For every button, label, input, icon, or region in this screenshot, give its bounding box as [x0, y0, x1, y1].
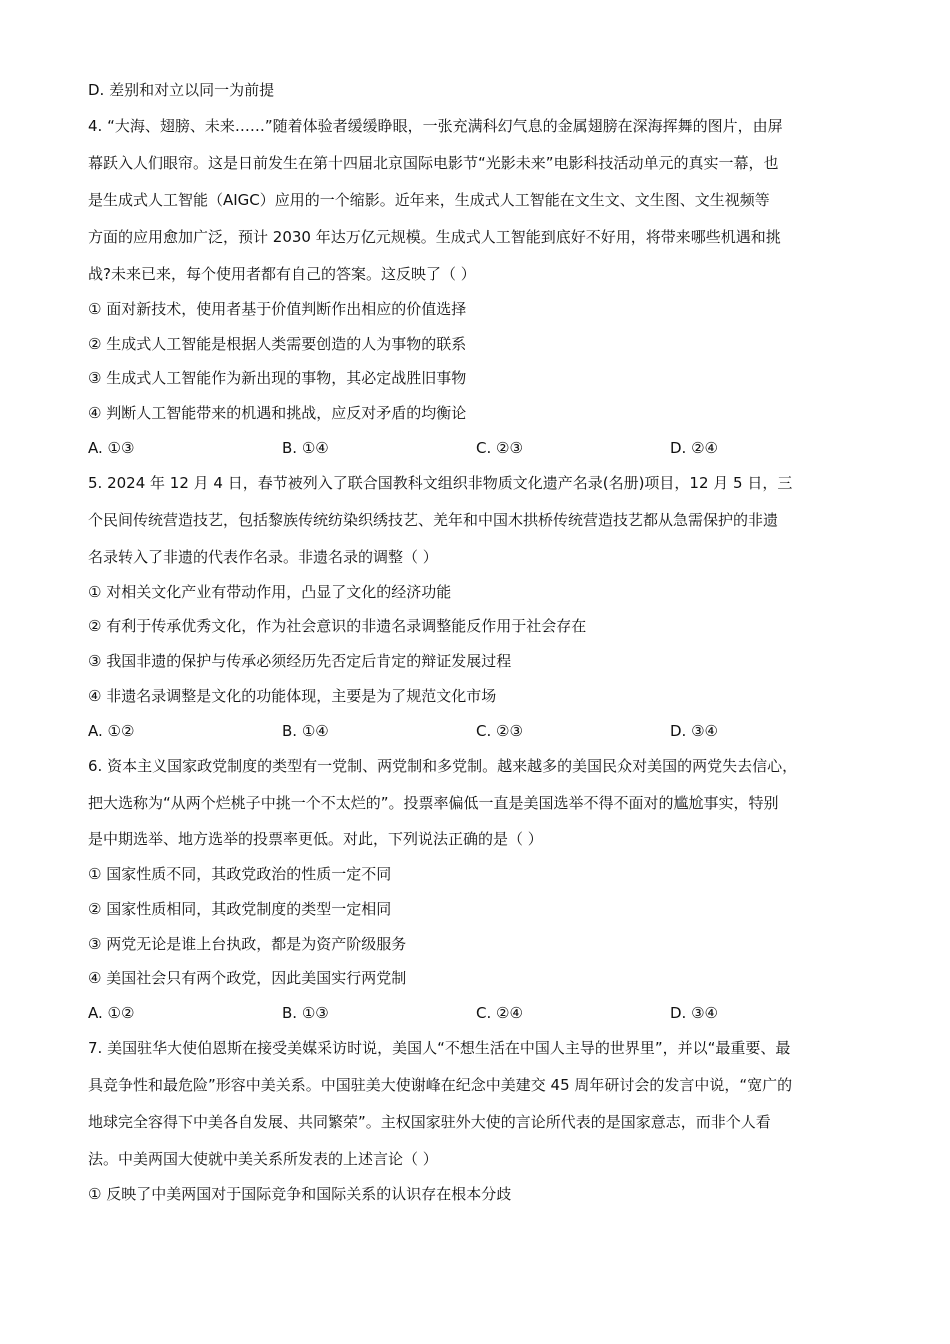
- question-stem-line: 幕跃入人们眼帘。这是日前发生在第十四届北京国际电影节“光影未来”电影科技活动单元的真实一幕，也: [88, 154, 779, 172]
- question-stem-line: 6. 资本主义国家政党制度的类型有一党制、两党制和多党制。越来越多的美国民众对美国的两党失去信心，: [88, 757, 798, 775]
- statement: ④ 美国社会只有两个政党，因此美国实行两党制: [88, 969, 407, 987]
- option-c: C. ②④: [476, 1004, 523, 1022]
- statement: ① 面对新技术，使用者基于价值判断作出相应的价值选择: [88, 300, 467, 318]
- option-b: B. ①③: [282, 1004, 329, 1022]
- statement: ① 反映了中美两国对于国际竞争和国际关系的认识存在根本分歧: [88, 1185, 512, 1203]
- statement: ④ 非遗名录调整是文化的功能体现，主要是为了规范文化市场: [88, 687, 497, 705]
- statement: ② 生成式人工智能是根据人类需要创造的人为事物的联系: [88, 335, 467, 353]
- option-d: D. ③④: [670, 1004, 718, 1022]
- question-stem-line: 地球完全容得下中美各自发展、共同繁荣”。主权国家驻外大使的言论所代表的是国家意志，而非个人看: [88, 1113, 771, 1131]
- statement: ② 有利于传承优秀文化，作为社会意识的非遗名录调整能反作用于社会存在: [88, 617, 587, 635]
- question-stem-line: 是生成式人工智能（AIGC）应用的一个缩影。近年来，生成式人工智能在文生文、文生图、文生视频等: [88, 191, 770, 209]
- statement: ③ 生成式人工智能作为新出现的事物，其必定战胜旧事物: [88, 369, 467, 387]
- answer-options: [88, 438, 878, 458]
- option-d: D. ②④: [670, 439, 718, 457]
- answer-options: [88, 1003, 878, 1023]
- statement: ② 国家性质相同，其政党制度的类型一定相同: [88, 900, 392, 918]
- statement: ③ 两党无论是谁上台执政，都是为资产阶级服务: [88, 935, 407, 953]
- option-b: B. ①④: [282, 439, 329, 457]
- option-b: B. ①④: [282, 722, 329, 740]
- answer-options: [88, 721, 878, 741]
- statement: ① 国家性质不同，其政党政治的性质一定不同: [88, 865, 392, 883]
- question-stem-line: 5. 2024 年 12 月 4 日，春节被列入了联合国教科文组织非物质文化遗产名录(名册)项目，12 月 5 日，三: [88, 474, 793, 492]
- question-stem-line: 具竞争性和最危险”形容中美关系。中国驻美大使谢峰在纪念中美建交 45 周年研讨会的发言中说，“宽广的: [88, 1076, 793, 1094]
- question-stem-line: 方面的应用愈加广泛，预计 2030 年达万亿元规模。生成式人工智能到底好不好用，将带来哪些机遇和挑: [88, 228, 781, 246]
- statement: ① 对相关文化产业有带动作用，凸显了文化的经济功能: [88, 583, 452, 601]
- question-stem-line: 4. “大海、翅膀、未来……”随着体验者缓缓睁眼，一张充满科幻气息的金属翅膀在深海挥舞的图片，由屏: [88, 117, 783, 135]
- question-stem-line: 是中期选举、地方选举的投票率更低。对此，下列说法正确的是（ ）: [88, 830, 543, 848]
- question-stem-line: 7. 美国驻华大使伯恩斯在接受美媒采访时说，美国人“不想生活在中国人主导的世界里”，并以“最重要、最: [88, 1039, 791, 1057]
- question-stem-line: 个民间传统营造技艺，包括黎族传统纺染织绣技艺、羌年和中国木拱桥传统营造技艺都从急需保护的非遗: [88, 511, 779, 529]
- option-a: A. ①③: [88, 439, 135, 457]
- question-stem-line: 名录转入了非遗的代表作名录。非遗名录的调整（ ）: [88, 548, 438, 566]
- option-d: D. ③④: [670, 722, 718, 740]
- prev-question-option-d: D. 差别和对立以同一为前提: [88, 81, 275, 99]
- question-stem-line: 战?未来已来，每个使用者都有自己的答案。这反映了（ ）: [88, 265, 476, 283]
- statement: ③ 我国非遗的保护与传承必须经历先否定后肯定的辩证发展过程: [88, 652, 512, 670]
- option-a: A. ①②: [88, 722, 135, 740]
- statement: ④ 判断人工智能带来的机遇和挑战，应反对矛盾的均衡论: [88, 404, 467, 422]
- option-c: C. ②③: [476, 439, 523, 457]
- question-stem-line: 把大选称为“从两个烂桃子中挑一个不太烂的”。投票率偏低一直是美国选举不得不面对的尴尬事实，特别: [88, 794, 779, 812]
- question-stem-line: 法。中美两国大使就中美关系所发表的上述言论（ ）: [88, 1150, 438, 1168]
- option-a: A. ①②: [88, 1004, 135, 1022]
- option-c: C. ②③: [476, 722, 523, 740]
